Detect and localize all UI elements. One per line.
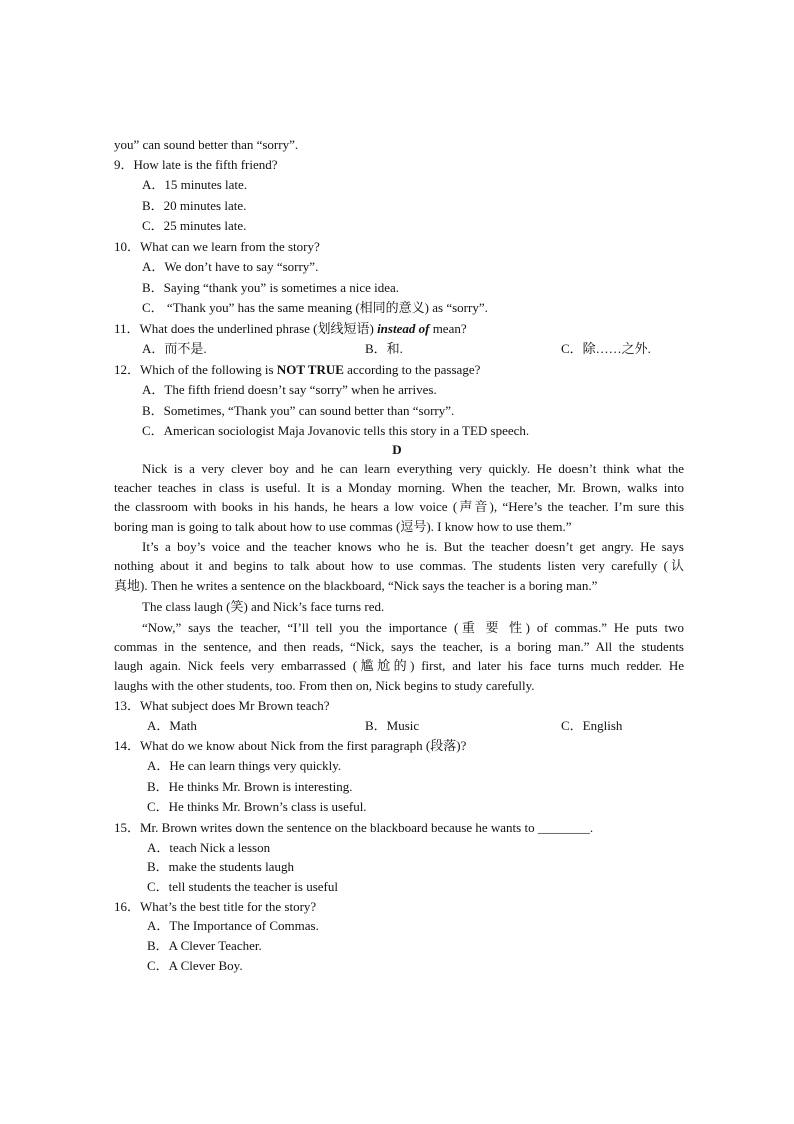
option-12b: B．Sometimes, “Thank you” can sound better than “sorry”.	[142, 403, 455, 418]
question-12-text: 12．Which of the following is	[114, 362, 277, 377]
option-9c: C．25 minutes late.	[142, 218, 247, 233]
option-13c: C．English	[561, 718, 623, 733]
option-11c: C．除……之外.	[561, 341, 651, 356]
question-15: 15．Mr. Brown writes down the sentence on the blackboard because he wants to ________.	[114, 820, 594, 835]
paragraph-line: the classroom with books in his hands, he hears a low voice (声音), “Here’s the teacher. I’m sure this	[114, 499, 684, 514]
option-11a: A．而不是.	[142, 341, 207, 356]
option-16a: A．The Importance of Commas.	[147, 918, 319, 933]
question-9: 9．How late is the fifth friend?	[114, 157, 278, 172]
option-14a: A．He can learn things very quickly.	[147, 758, 342, 773]
question-14: 14．What do we know about Nick from the first paragraph (段落)?	[114, 738, 467, 753]
question-16: 16．What’s the best title for the story?	[114, 899, 317, 914]
option-10b: B．Saying “thank you” is sometimes a nice idea.	[142, 280, 400, 295]
option-14b: B．He thinks Mr. Brown is interesting.	[147, 779, 353, 794]
option-14c: C．He thinks Mr. Brown’s class is useful.	[147, 799, 367, 814]
option-12c: C．American sociologist Maja Jovanovic tells this story in a TED speech.	[142, 423, 530, 438]
paragraph-line: boring man is going to talk about how to use commas (逗号). I know how to use them.”	[114, 519, 572, 534]
option-16c: C．A Clever Boy.	[147, 958, 243, 973]
option-16b: B．A Clever Teacher.	[147, 938, 262, 953]
paragraph-line: “Now,” says the teacher, “I’ll tell you the importance (重 要 性) of commas.” He puts two	[142, 620, 685, 635]
option-13b: B．Music	[365, 718, 420, 733]
paragraph-line: nothing about it and begins to talk about how to use commas. The students listen very carefully (认	[114, 558, 684, 573]
option-15c: C．tell students the teacher is useful	[147, 879, 338, 894]
question-11	[114, 320, 467, 338]
question-12-text-end: according to the passage?	[343, 362, 481, 377]
paragraph-line: 真地). Then he writes a sentence on the blackboard, “Nick says the teacher is a boring man.”	[114, 578, 598, 593]
option-10a: A．We don’t have to say “sorry”.	[142, 259, 319, 274]
paragraph-line: teacher teaches in class is useful. It is a Monday morning. When the teacher, Mr. Brown, walks into	[114, 480, 684, 495]
option-9a: A．15 minutes late.	[142, 177, 248, 192]
option-15a: A．teach Nick a lesson	[147, 840, 271, 855]
question-11-text-end: mean?	[429, 321, 467, 336]
option-15b: B．make the students laugh	[147, 859, 294, 874]
question-11-text: 11．What does the underlined phrase (划线短语)	[114, 321, 378, 336]
option-12a: A．The fifth friend doesn’t say “sorry” when he arrives.	[142, 382, 437, 397]
text-line: you” can sound better than “sorry”.	[114, 137, 299, 152]
question-10: 10．What can we learn from the story?	[114, 239, 320, 254]
paragraph-line: laughs with the other students, too. From then on, Nick begins to study carefully.	[114, 678, 535, 693]
option-9b: B．20 minutes late.	[142, 198, 247, 213]
paragraph-line: commas in the sentence, and then reads, “Nick, says the teacher, is a boring man.” All the students	[114, 639, 684, 654]
option-10c: C． “Thank you” has the same meaning (相同的意义) as “sorry”.	[142, 300, 488, 315]
paragraph-line: The class laugh (笑) and Nick’s face turns red.	[142, 599, 385, 614]
underlined-phrase: instead of	[377, 321, 430, 336]
question-13: 13．What subject does Mr Brown teach?	[114, 698, 330, 713]
paragraph-line: It’s a boy’s voice and the teacher knows who he is. But the teacher doesn’t get angry. He says	[142, 539, 684, 554]
question-12-emphasis: NOT TRUE	[276, 362, 344, 377]
question-12	[114, 361, 480, 379]
paragraph-line: laugh again. Nick feels very embarrassed (尴尬的) first, and later his face turns much redder. He	[114, 658, 684, 673]
paragraph-line: Nick is a very clever boy and he can learn everything very quickly. He doesn’t think what the	[142, 461, 684, 476]
section-heading: D	[392, 442, 402, 457]
option-11b: B．和.	[365, 341, 403, 356]
option-13a: A．Math	[147, 718, 197, 733]
